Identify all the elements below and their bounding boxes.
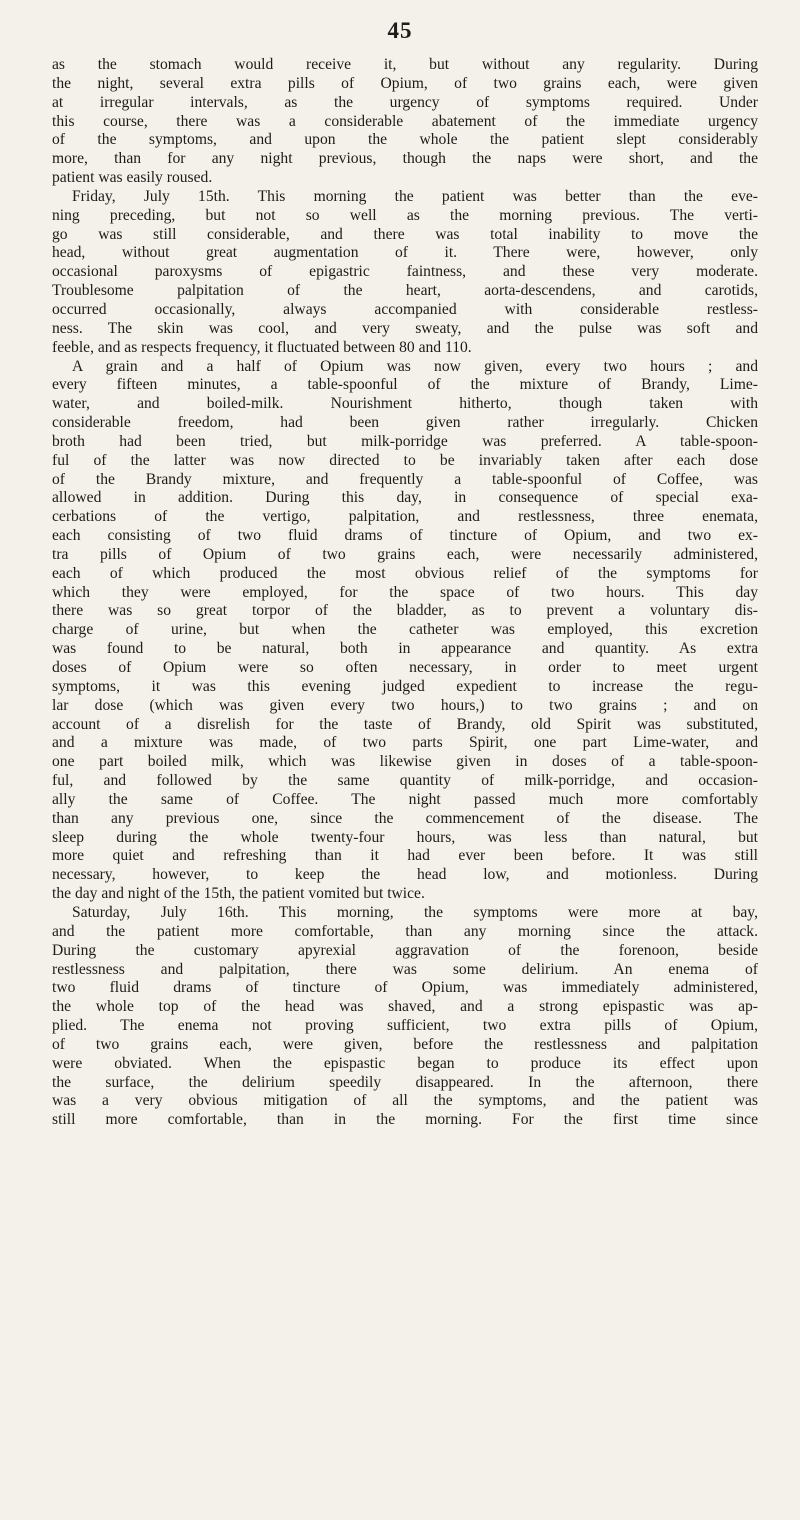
text-line: of two grains each, were given, before the restlessness and palpitation [52,1035,758,1053]
text-line: still more comfortable, than in the morning. For the first time since [52,1111,758,1129]
text-line: of the symptoms, and upon the whole the patient slept considerably [52,131,758,149]
text-line: was a very obvious mitigation of all the symptoms, and the patient was [52,1092,758,1110]
text-line: ful, and followed by the same quantity of milk-porridge, and occasion- [52,772,758,790]
text-line: the night, several extra pills of Opium, of two grains each, were given [52,74,758,92]
text-line: than any previous one, since the commencement of the disease. The [52,809,758,827]
text-line: lar dose (which was given every two hours,) to two grains ; and on [52,696,758,714]
text-line: During the customary apyrexial aggravation of the forenoon, beside [52,941,758,959]
text-line: broth had been tried, but milk-porridge was preferred. A table-spoon- [52,432,758,450]
text-line: doses of Opium were so often necessary, in order to meet urgent [52,659,758,676]
text-line: sleep during the whole twenty-four hours, was less than natural, but [52,828,758,846]
text-line: one part boiled milk, which was likewise given in doses of a table-spoon- [52,753,758,771]
page-number: 45 [387,18,413,43]
text-line: symptoms, it was this evening judged expedient to increase the regu- [52,677,758,695]
text-line: each of which produced the most obvious relief of the symptoms for [52,564,758,582]
text-line: plied. The enema not proving sufficient, two extra pills of Opium, [52,1017,758,1035]
text-line: as the stomach would receive it, but without any regularity. During [52,56,758,73]
text-line: and the patient more comfortable, than any morning since the attack. [52,922,758,940]
text-line: ning preceding, but not so well as the morning previous. The verti- [52,206,758,224]
text-line: ful of the latter was now directed to be invariably taken after each dose [52,451,758,469]
text-line: go was still considerable, and there was total inability to move the [52,225,758,243]
text-line: tra pills of Opium of two grains each, were necessarily administered, [52,545,758,563]
text-line: were obviated. When the epispastic began to produce its effect upon [52,1054,758,1072]
text-line: occurred occasionally, always accompanied with considerable restless- [52,300,758,318]
text-line: every fifteen minutes, a table-spoonful of the mixture of Brandy, Lime- [52,376,758,394]
text-line: and a mixture was made, of two parts Spirit, one part Lime-water, and [52,734,758,752]
text-line: Friday, July 15th. This morning the patient was better than the eve- [72,187,758,205]
text-line: at irregular intervals, as the urgency of symptoms required. Under [52,93,758,111]
text-line: charge of urine, but when the catheter was employed, this excretion [52,621,758,639]
text-line: necessary, however, to keep the head low, and motionless. During [52,866,758,884]
text-line: which they were employed, for the space of two hours. This day [52,583,758,601]
text-line: Saturday, July 16th. This morning, the symptoms were more at bay, [72,903,758,921]
text-line: ness. The skin was cool, and very sweaty, and the pulse was soft and [52,319,758,337]
text-line: A grain and a half of Opium was now given, every two hours ; and [72,357,758,375]
text-line: cerbations of the vertigo, palpitation, and restlessness, three enemata, [52,508,758,526]
text-line: restlessness and palpitation, there was some delirium. An enema of [52,960,758,978]
text-line: occasional paroxysms of epigastric faintness, and these very moderate. [52,263,758,281]
text-line: ally the same of Coffee. The night passed much more comfortably [52,790,758,808]
text-line: water, and boiled-milk. Nourishment hitherto, though taken with [52,395,758,413]
text-line: more quiet and refreshing than it had ever been before. It was still [52,847,758,865]
text-line: Troublesome palpitation of the heart, aorta-descendens, and carotids, [52,282,758,300]
text-line: patient was easily roused. [52,169,213,187]
text-line: the whole top of the head was shaved, and a strong epispastic was ap- [52,998,758,1016]
body-text [52,56,758,1130]
text-line: there was so great torpor of the bladder, as to prevent a voluntary dis- [52,602,758,620]
text-line: head, without great augmentation of it. There were, however, only [52,244,758,262]
text-line: was found to be natural, both in appearance and quantity. As extra [52,640,758,658]
text-line: the surface, the delirium speedily disappeared. In the afternoon, there [52,1073,758,1091]
text-line: feeble, and as respects frequency, it fluctuated between 80 and 110. [52,338,472,356]
text-line: of the Brandy mixture, and frequently a table-spoonful of Coffee, was [52,470,758,488]
text-line: two fluid drams of tincture of Opium, was immediately administered, [52,979,758,997]
text-line: account of a disrelish for the taste of Brandy, old Spirit was substituted, [52,715,758,733]
text-line: allowed in addition. During this day, in consequence of special exa- [52,489,758,507]
text-line: this course, there was a considerable abatement of the immediate urgency [52,112,758,130]
text-line: the day and night of the 15th, the patient vomited but twice. [52,885,425,903]
text-line: each consisting of two fluid drams of tincture of Opium, and two ex- [52,527,758,545]
text-line: considerable freedom, had been given rather irregularly. Chicken [52,414,758,432]
text-line: more, than for any night previous, though the naps were short, and the [52,150,758,168]
